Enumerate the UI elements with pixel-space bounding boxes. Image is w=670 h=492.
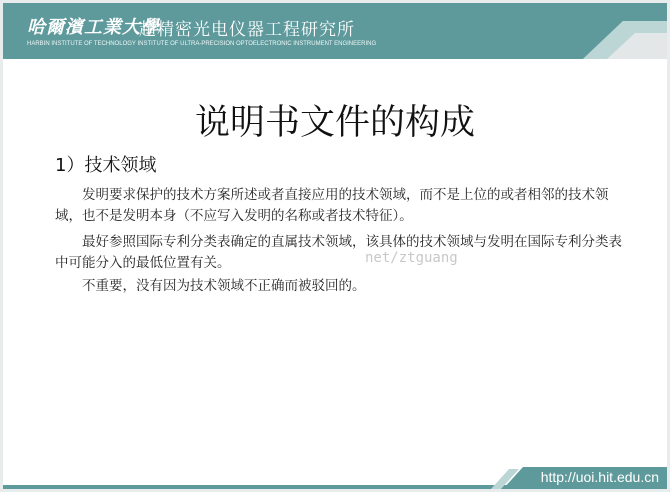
header-banner	[3, 3, 667, 59]
paragraph-2: 最好参照国际专利分类表确定的直属技术领域，该具体的技术领域与发明在国际专利分类表中可能分入的最低位置有关。	[55, 234, 622, 271]
section-heading: 1）技术领域	[55, 155, 157, 176]
university-logo: 哈爾濱工業大學	[27, 17, 160, 38]
page-title: 说明书文件的构成	[194, 103, 475, 143]
paragraph-1: 发明要求保护的技术方案所述或者直接应用的技术领域，而不是上位的或者相邻的技术领域，也不是发明本身（不应写入发明的名称或者技术特征）。	[55, 187, 609, 224]
watermark: net/ztguang	[365, 250, 458, 266]
paragraph-3: 不重要，没有因为技术领域不正确而被驳回的。	[82, 278, 366, 294]
institute-name: 超精密光电仪器工程研究所	[139, 20, 355, 40]
institute-english-name: HARBIN INSTITUTE OF TECHNOLOGY INSTITUTE OF ULTRA-PRECISION OPTOELECTRONIC INSTRUMENT ENGINEERING	[27, 41, 377, 47]
footer-url[interactable]: http://uoi.hit.edu.cn	[540, 469, 659, 485]
slide	[3, 3, 667, 489]
